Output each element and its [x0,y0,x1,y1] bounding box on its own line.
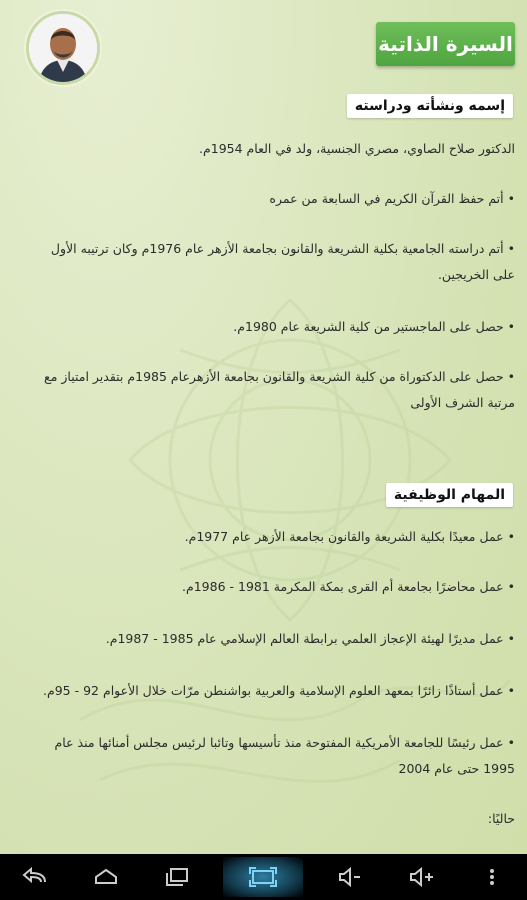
menu-button[interactable] [468,857,516,897]
currently-label: حاليًا: [487,811,515,826]
job-item-2: • عمل محاضرًا بجامعة أم القرى بمكة المكرمة 1981 - 1986م. [25,574,515,600]
home-button[interactable] [82,857,130,897]
bio-item-quran: • أتم حفظ القرآن الكريم في السابعة من عمره [25,186,515,212]
bio-item-doctorate-cont: مرتبة الشرف الأولى [410,395,515,410]
job-item-1: • عمل معيدًا بكلية الشريعة والقانون بجامعة الأزهر عام 1977م. [25,524,515,550]
home-icon [90,865,122,889]
back-icon [19,865,51,889]
author-avatar [26,11,100,85]
menu-icon [476,865,508,889]
job-item-5-cont: 1995 حتى عام 2004 [398,761,515,776]
section-title-positions: المهام الوظيفية [386,483,513,507]
bio-item-doctorate: • حصل على الدكتوراة من كلية الشريعة والقانون بجامعة الأزهرعام 1985م بتقدير امتياز مع [25,364,515,390]
bio-item-masters: • حصل على الماجستير من كلية الشريعة عام 1980م. [25,314,515,340]
intro-text: الدكتور صلاح الصاوي، مصري الجنسية، ولد في العام 1954م. [199,141,515,156]
recent-apps-icon [161,865,193,889]
section-title-biography: إسمه ونشأته ودراسته [347,94,513,118]
page-title: السيرة الذاتية [376,22,515,66]
system-navigation-bar [0,854,527,900]
job-item-3: • عمل مديرًا لهيئة الإعجاز العلمي برابطة العالم الإسلامي عام 1985 - 1987م. [25,626,515,652]
job-item-5: • عمل رئيسًا للجامعة الأمريكية المفتوحة منذ تأسيسها وتائبا لرئيس مجلس أمنائها منذ عام [25,730,515,756]
bio-item-university: • أتم دراسته الجامعية بكلية الشريعة والقانون بجامعة الأزهر عام 1976م وكان ترتيبه الأول [25,236,515,262]
volume-down-icon [334,865,366,889]
screenshot-button[interactable] [223,857,303,897]
screenshot-icon [247,865,279,889]
back-button[interactable] [11,857,59,897]
volume-up-icon [405,865,437,889]
recent-apps-button[interactable] [153,857,201,897]
volume-up-button[interactable] [397,857,445,897]
bio-item-university-cont: على الخريجين. [437,267,515,282]
job-item-4: • عمل أستاذًا زائرًا بمعهد العلوم الإسلامية والعربية بواشنطن مرّات خلال الأعوام 92 - 95م. [25,678,515,704]
volume-down-button[interactable] [326,857,374,897]
